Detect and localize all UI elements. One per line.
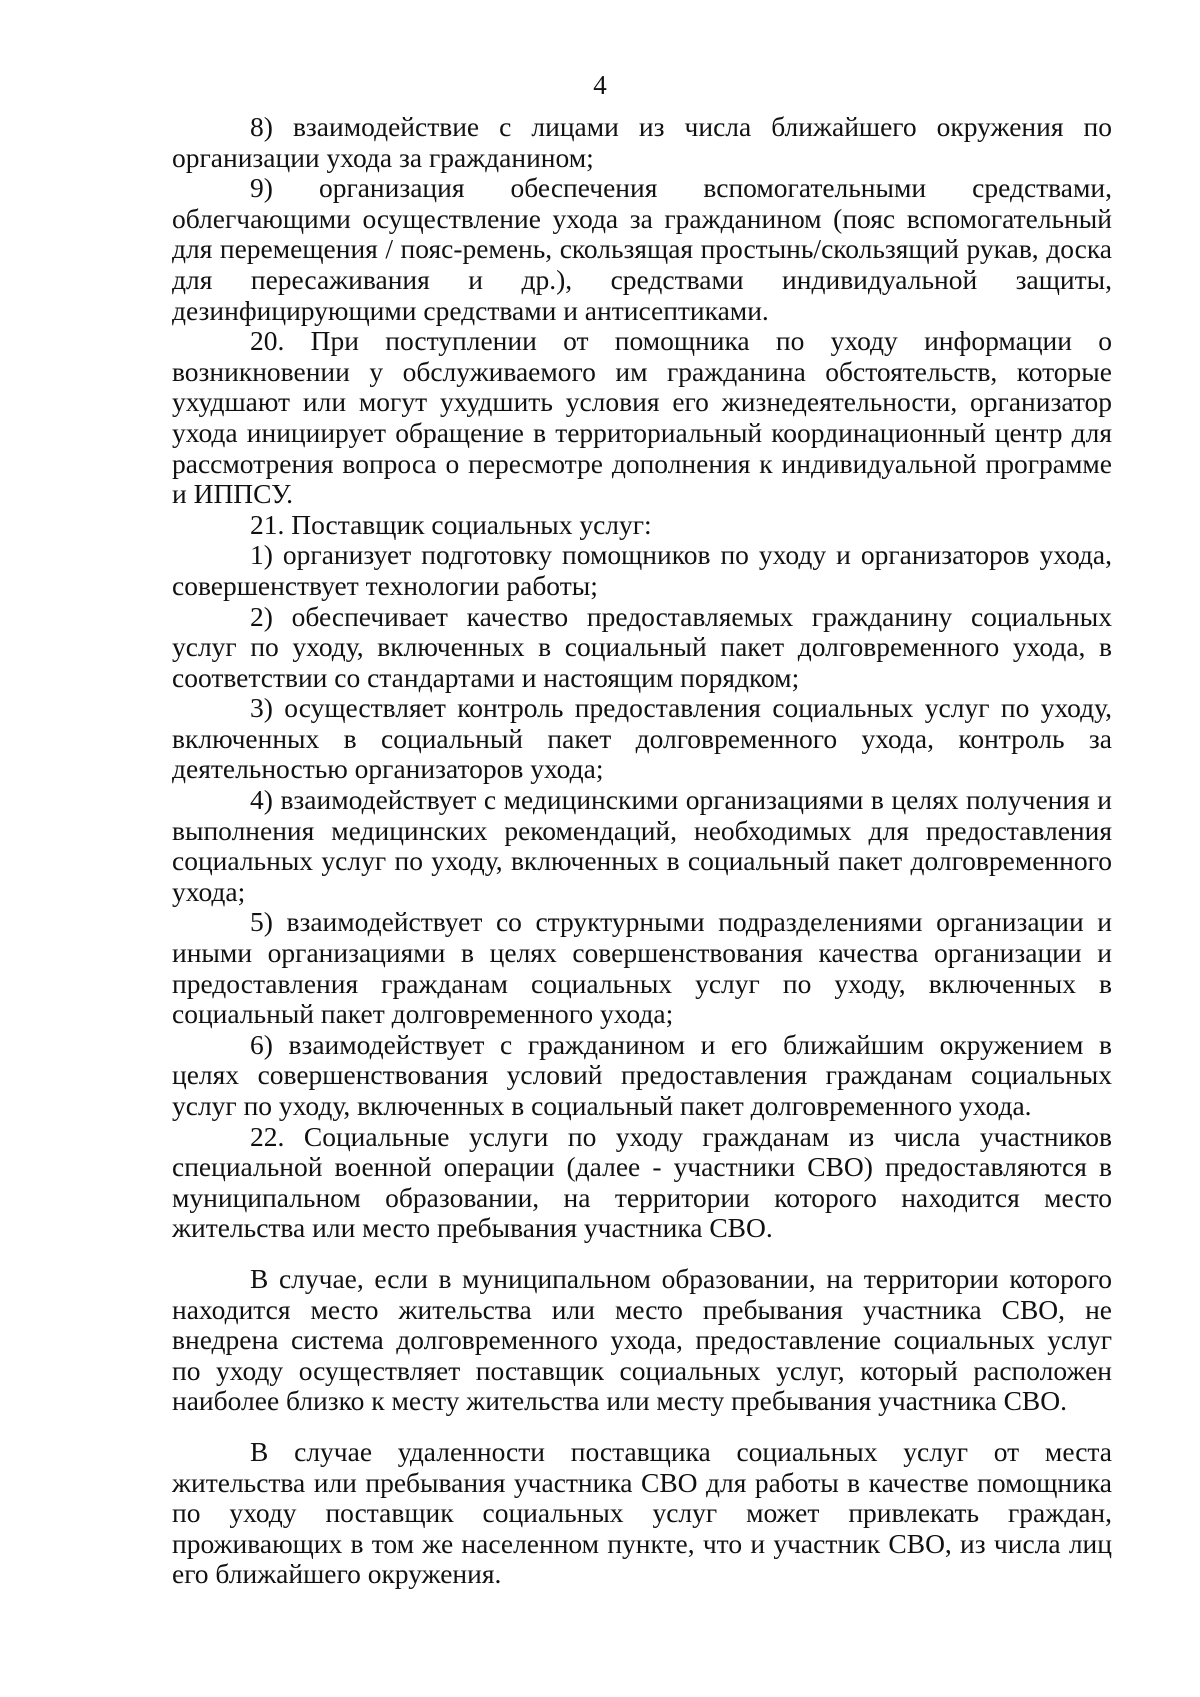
- paragraph-clause-21-item-5: 5) взаимодействует со структурными подразделениями организации и иными организациями в целях совершенствования качества организации и предоставления гражданам социальных услуг по уходу, включенных в социальный пакет долговременного ухода;: [172, 906, 1112, 1030]
- paragraph-clause-22: 22. Социальные услуги по уходу гражданам из числа участников специальной военной операции (далее - участники СВО) предоставляются в муниципальном образовании, на территории которого находится место жительства или место пребывания участника СВО.: [172, 1120, 1112, 1244]
- document-body: [172, 112, 1112, 1590]
- paragraph-clause-21-item-2: 2) обеспечивает качество предоставляемых гражданину социальных услуг по уходу, включенных в социальный пакет долговременного ухода, в соответствии со стандартами и настоящим порядком;: [172, 600, 1112, 693]
- paragraph-clause-21-item-1: 1) организует подготовку помощников по уходу и организаторов ухода, совершенствует технологии работы;: [172, 539, 1112, 601]
- page-number: 4: [593, 70, 607, 100]
- paragraph-svo-remote-provider: В случае удаленности поставщика социальных услуг от места жительства или пребывания участника СВО для работы в качестве помощника по уходу поставщик социальных услуг может привлекать граждан, проживающих в том же населенном пункте, что и участник СВО, из числа лиц его ближайшего окружения.: [172, 1435, 1112, 1590]
- paragraph-clause-21: 21. Поставщик социальных услуг:: [250, 508, 652, 540]
- paragraph-item-8: 8) взаимодействие с лицами из числа ближайшего окружения по организации ухода за гражданином;: [172, 111, 1112, 173]
- paragraph-clause-20: 20. При поступлении от помощника по уходу информации о возникновении у обслуживаемого им гражданина обстоятельств, которые ухудшают или могут ухудшить условия его жизнедеятельности, организатор ухода инициирует обращение в территориальный координационный центр для рассмотрения вопроса о пересмотре дополнения к индивидуальной программе и ИППСУ.: [172, 325, 1112, 510]
- paragraph-svo-no-ltc-system: В случае, если в муниципальном образовании, на территории которого находится место жительства или место пребывания участника СВО, не внедрена система долговременного ухода, предоставление социальных услуг по уходу осуществляет поставщик социальных услуг, который расположен наиболее близко к месту жительства или месту пребывания участника СВО.: [172, 1262, 1112, 1417]
- paragraph-clause-21-item-3: 3) осуществляет контроль предоставления социальных услуг по уходу, включенных в социальный пакет долговременного ухода, контроль за деятельностью организаторов ухода;: [172, 692, 1112, 785]
- paragraph-clause-21-item-4: 4) взаимодействует с медицинскими организациями в целях получения и выполнения медицинских рекомендаций, необходимых для предоставления социальных услуг по уходу, включенных в социальный пакет долговременного ухода;: [172, 784, 1112, 907]
- paragraph-clause-21-item-6: 6) взаимодействует с гражданином и его ближайшим окружением в целях совершенствования условий предоставления гражданам социальных услуг по уходу, включенных в социальный пакет долговременного ухода.: [172, 1028, 1112, 1121]
- paragraph-item-9: 9) организация обеспечения вспомогательными средствами, облегчающими осуществление ухода за гражданином (пояс вспомогательный для перемещения / пояс-ремень, скользящая простынь/скользящий рукав, доска для пересаживания и др.), средствами индивидуальной защиты, дезинфицирующими средствами и антисептиками.: [172, 172, 1112, 326]
